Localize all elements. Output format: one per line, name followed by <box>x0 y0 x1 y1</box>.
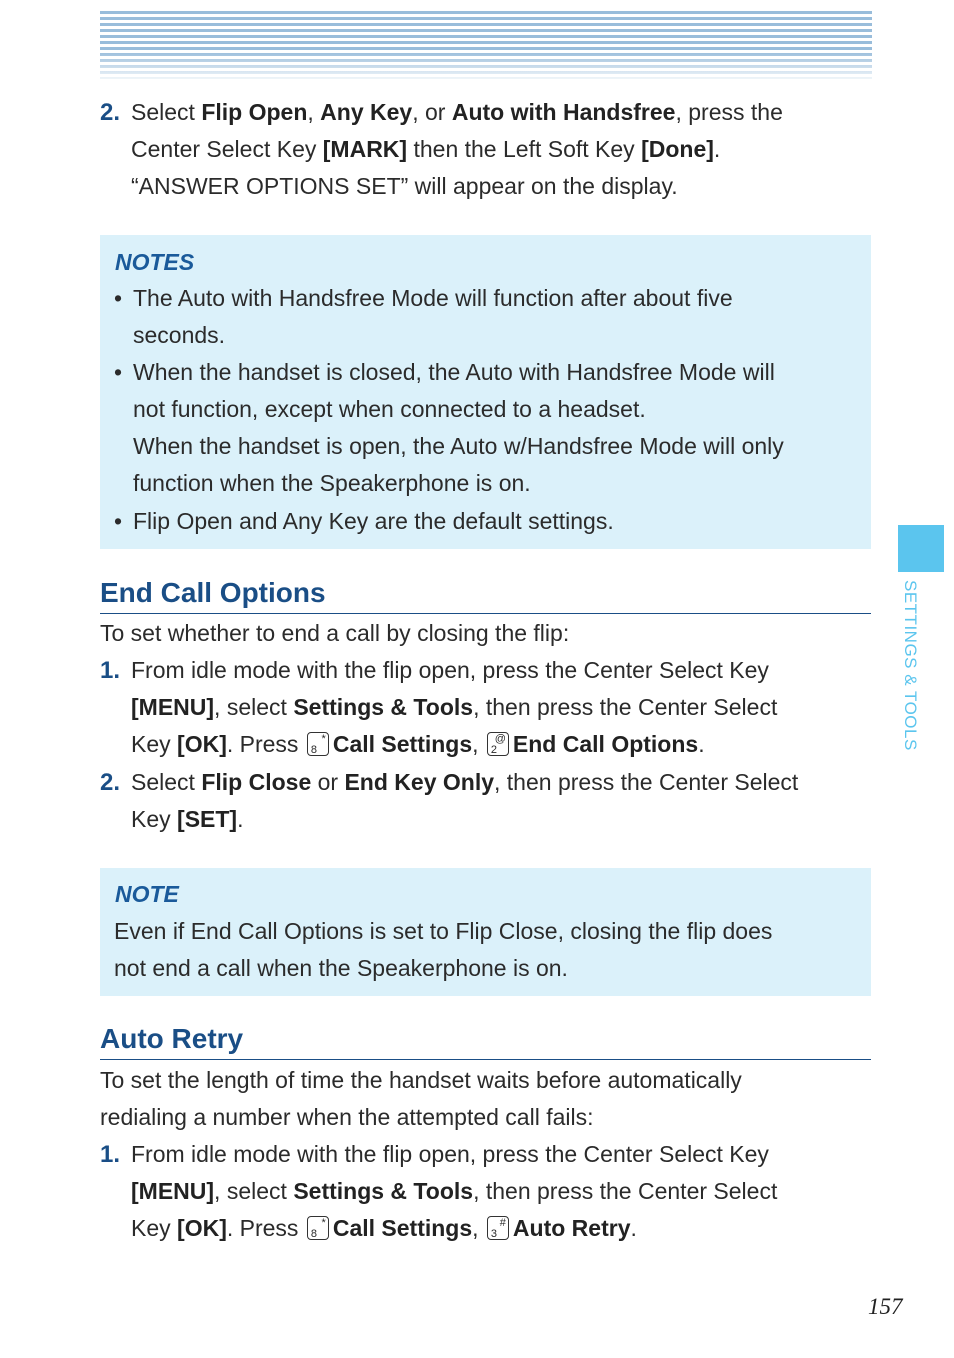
bold-text: [MENU] <box>131 694 215 720</box>
keypad-2-icon <box>487 732 509 756</box>
bold-text: [OK] <box>177 731 227 757</box>
bullet-dot: • <box>114 285 123 311</box>
notes-bullet <box>114 280 854 354</box>
bold-text: Flip Open <box>201 99 308 125</box>
chapter-tab-label: SETTINGS & TOOLS <box>901 580 920 751</box>
text: , or <box>412 99 452 125</box>
bold-text: [OK] <box>177 1215 227 1241</box>
page-number: 157 <box>868 1294 903 1319</box>
step-number: 1. <box>100 1141 121 1168</box>
notes-title: NOTES <box>115 249 195 275</box>
note-text <box>114 913 864 987</box>
text: , <box>307 99 321 125</box>
text: , press the <box>675 99 783 125</box>
note-line: function when the Speakerphone is on. <box>133 470 531 496</box>
bold-text: [Done] <box>641 136 714 162</box>
text: , select <box>214 1178 294 1204</box>
text: . Press <box>226 1215 305 1241</box>
bold-text: Call Settings <box>332 1215 473 1241</box>
note-line: not end a call when the Speakerphone is on. <box>114 955 568 981</box>
bold-text: Settings & Tools <box>293 1178 474 1204</box>
step-line <box>131 689 880 726</box>
step-line <box>131 94 880 131</box>
step-line <box>131 1173 880 1210</box>
bold-text: Auto with Handsfree <box>451 99 676 125</box>
step-body <box>131 1136 880 1247</box>
text: , then press the Center Select <box>473 1178 778 1204</box>
key-symbol: @ <box>494 733 506 745</box>
step-1-auto-retry <box>100 1136 880 1247</box>
keypad-8-icon <box>307 1216 329 1240</box>
chapter-tab-marker <box>898 525 944 572</box>
step-line <box>131 726 880 763</box>
section-heading-end-call-options: End Call Options <box>100 577 871 614</box>
text: then the Left Soft Key <box>407 136 642 162</box>
text: Select <box>131 769 202 795</box>
text: Center Select Key <box>131 136 323 162</box>
key-symbol: * <box>321 733 326 745</box>
bold-text: Flip Close <box>201 769 312 795</box>
text: . <box>713 136 721 162</box>
note-box <box>100 868 871 996</box>
step-line: “ANSWER OPTIONS SET” will appear on the display. <box>131 173 678 199</box>
note-line: seconds. <box>133 322 226 348</box>
text: . <box>630 1215 637 1241</box>
section-heading-auto-retry: Auto Retry <box>100 1023 871 1060</box>
text: , <box>472 731 485 757</box>
step-line <box>131 801 880 838</box>
header-decoration <box>100 11 872 79</box>
key-symbol: * <box>321 1217 326 1229</box>
step-number: 2. <box>100 99 121 126</box>
step-line: From idle mode with the flip open, press the Center Select Key <box>131 657 769 683</box>
text: , then press the Center Select <box>494 769 799 795</box>
bullet-dot: • <box>114 508 123 534</box>
bullet-dot: • <box>114 359 123 385</box>
step-line <box>131 131 880 168</box>
bold-text: Settings & Tools <box>293 694 474 720</box>
step-body <box>131 764 880 838</box>
text: Key <box>131 731 178 757</box>
bold-text: End Key Only <box>344 769 495 795</box>
text: Key <box>131 1215 178 1241</box>
notes-box <box>100 235 871 549</box>
bold-text: [MENU] <box>131 1178 215 1204</box>
note-line: Flip Open and Any Key are the default settings. <box>133 508 614 534</box>
text: . <box>237 806 244 832</box>
keypad-8-icon <box>307 732 329 756</box>
bold-text: End Call Options <box>512 731 699 757</box>
text: , <box>472 1215 485 1241</box>
section-intro: To set whether to end a call by closing the flip: <box>100 620 570 646</box>
step-2-answer-options <box>100 94 880 205</box>
text: . Press <box>226 731 305 757</box>
step-line <box>131 764 880 801</box>
section-intro <box>100 1062 880 1136</box>
note-line: When the handset is open, the Auto w/Handsfree Mode will only <box>133 433 784 459</box>
text: . <box>698 731 705 757</box>
text: , select <box>214 694 294 720</box>
note-title: NOTE <box>115 881 179 907</box>
step-number: 2. <box>100 769 121 796</box>
note-line: When the handset is closed, the Auto with Handsfree Mode will <box>133 359 775 385</box>
key-digit: 8 <box>310 744 317 756</box>
note-line: Even if End Call Options is set to Flip Close, closing the flip does <box>114 918 773 944</box>
notes-bullet <box>114 354 854 502</box>
note-line: not function, except when connected to a headset. <box>133 396 646 422</box>
step-line: From idle mode with the flip open, press the Center Select Key <box>131 1141 769 1167</box>
text: Select <box>131 99 202 125</box>
step-number: 1. <box>100 657 121 684</box>
bold-text: Auto Retry <box>512 1215 631 1241</box>
key-digit: 3 <box>490 1228 498 1240</box>
key-digit: 2 <box>490 744 498 756</box>
bold-text: [MARK] <box>322 136 408 162</box>
keypad-3-icon <box>487 1216 509 1240</box>
bold-text: [SET] <box>177 806 238 832</box>
step-line <box>131 1210 880 1247</box>
key-digit: 8 <box>310 1228 317 1240</box>
bold-text: Any Key <box>320 99 413 125</box>
note-line: The Auto with Handsfree Mode will function after about five <box>133 285 733 311</box>
intro-line: To set the length of time the handset waits before automatically <box>100 1067 742 1093</box>
step-body <box>131 652 880 763</box>
notes-bullet <box>114 503 854 540</box>
step-1-end-call <box>100 652 880 763</box>
step-2-end-call <box>100 764 880 838</box>
key-symbol: # <box>499 1217 506 1229</box>
text: Key <box>131 806 178 832</box>
text: , then press the Center Select <box>473 694 778 720</box>
bold-text: Call Settings <box>332 731 473 757</box>
text: or <box>311 769 345 795</box>
step-body <box>131 94 880 205</box>
intro-line: redialing a number when the attempted call fails: <box>100 1104 594 1130</box>
